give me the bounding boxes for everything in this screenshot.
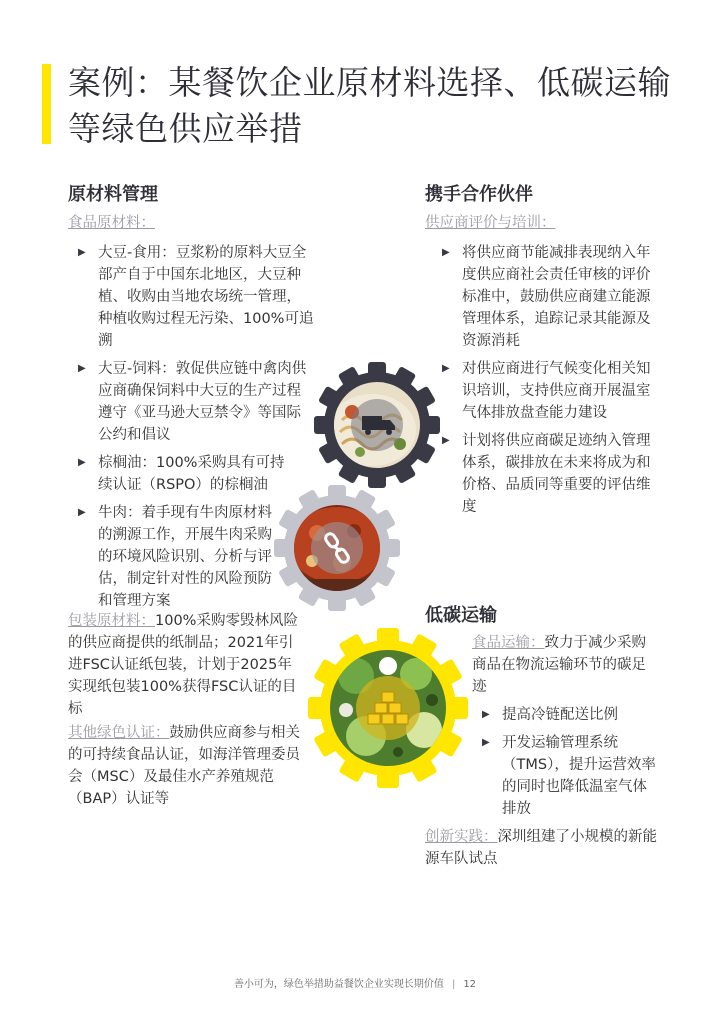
packaging-paragraph [68,610,304,720]
list-item: ▶ 提高冷链配送比例 [480,704,660,726]
bullet-arrow-icon: ▶ [482,709,490,720]
gear-boxes-graphic [306,626,470,790]
list-item: ▶ 棕榈油：100%采购具有可持续认证（RSPO）的棕榈油 [76,452,314,496]
bullet-arrow-icon: ▶ [442,247,450,258]
list-item: ▶ 牛肉：着手现有牛肉原材料的溯源工作，开展牛肉采购的环境风险识别、分析与评估，制定针对性的风险预防和管理方案 [76,502,314,612]
gear-chain-graphic [272,483,402,613]
bullet-arrow-icon: ▶ [442,435,450,446]
innovation-paragraph [425,826,665,870]
food-transport-text: 致力于减少采购商品在物流运输环节的碳足迹 [472,635,646,695]
other-cert-text: 鼓励供应商参与相关的可持续食品认证，如海洋管理委员会（MSC）及最佳水产养殖规范（BAP）认证等 [68,725,300,807]
bullet-arrow-icon: ▶ [78,457,86,468]
other-cert-paragraph [68,722,304,810]
list-item: ▶ 对供应商进行气候变化相关知识培训，支持供应商开展温室气体排放盘查能力建设 [440,358,658,424]
page-number: 12 [463,979,477,990]
bullet-arrow-icon: ▶ [78,507,86,518]
gear-truck-graphic [312,360,442,490]
packaging-text: 100%采购零毁林风险的供应商提供的纸制品；2021年引进FSC认证纸包装，计划于2025年实现纸包装100%获得FSC认证的目标 [68,613,298,717]
innovation-text: 深圳组建了小规模的新能源车队试点 [425,829,657,867]
food-transport-paragraph [472,632,660,698]
food-materials-label: 食品原材料： [68,215,155,231]
title-accent-bar [42,64,51,144]
list-item: ▶ 开发运输管理系统（TMS），提升运营效率的同时也降低温室气体排放 [480,732,660,820]
transport-list [480,704,660,826]
raw-materials-heading: 原材料管理 [68,184,158,205]
page-title: 案例：某餐饮企业原材料选择、低碳运输等绿色供应举措 [68,63,671,148]
bullet-arrow-icon: ▶ [442,363,450,374]
food-transport-label: 食品运输： [472,635,545,651]
footer-divider: | [451,979,456,990]
page-footer [0,975,710,990]
icon-badge [356,676,420,740]
other-cert-label: 其他绿色认证： [68,725,170,741]
packaging-label: 包装原材料： [68,613,155,629]
footer-text: 善小可为，绿色举措助益餐饮企业实现长期价值 [233,979,444,990]
list-item: ▶ 将供应商节能减排表现纳入年度供应商社会责任审核的评价标准中，鼓励供应商建立能源管理体系，追踪记录其能源及资源消耗 [440,242,658,352]
bullet-arrow-icon: ▶ [78,247,86,258]
low-carbon-heading: 低碳运输 [425,605,497,626]
bullet-arrow-icon: ▶ [482,737,490,748]
partners-heading: 携手合作伙伴 [425,184,533,205]
list-item: ▶ 大豆-饲料：敦促供应链中禽肉供应商确保饲料中大豆的生产过程遵守《亚马逊大豆禁令》等国际公约和倡议 [76,358,314,446]
innovation-label: 创新实践： [425,829,498,845]
list-item: ▶ 大豆-食用：豆浆粉的原料大豆全部产自于中国东北地区，大豆种植、收购由当地农场统一管理，种植收购过程无污染、100%可追溯 [76,242,314,352]
list-item: ▶ 计划将供应商碳足迹纳入管理体系，碳排放在未来将成为和价格、品质同等重要的评估维度 [440,430,658,518]
supplier-eval-label: 供应商评价与培训： [425,215,556,231]
bullet-arrow-icon: ▶ [78,363,86,374]
supplier-eval-list [440,242,658,524]
